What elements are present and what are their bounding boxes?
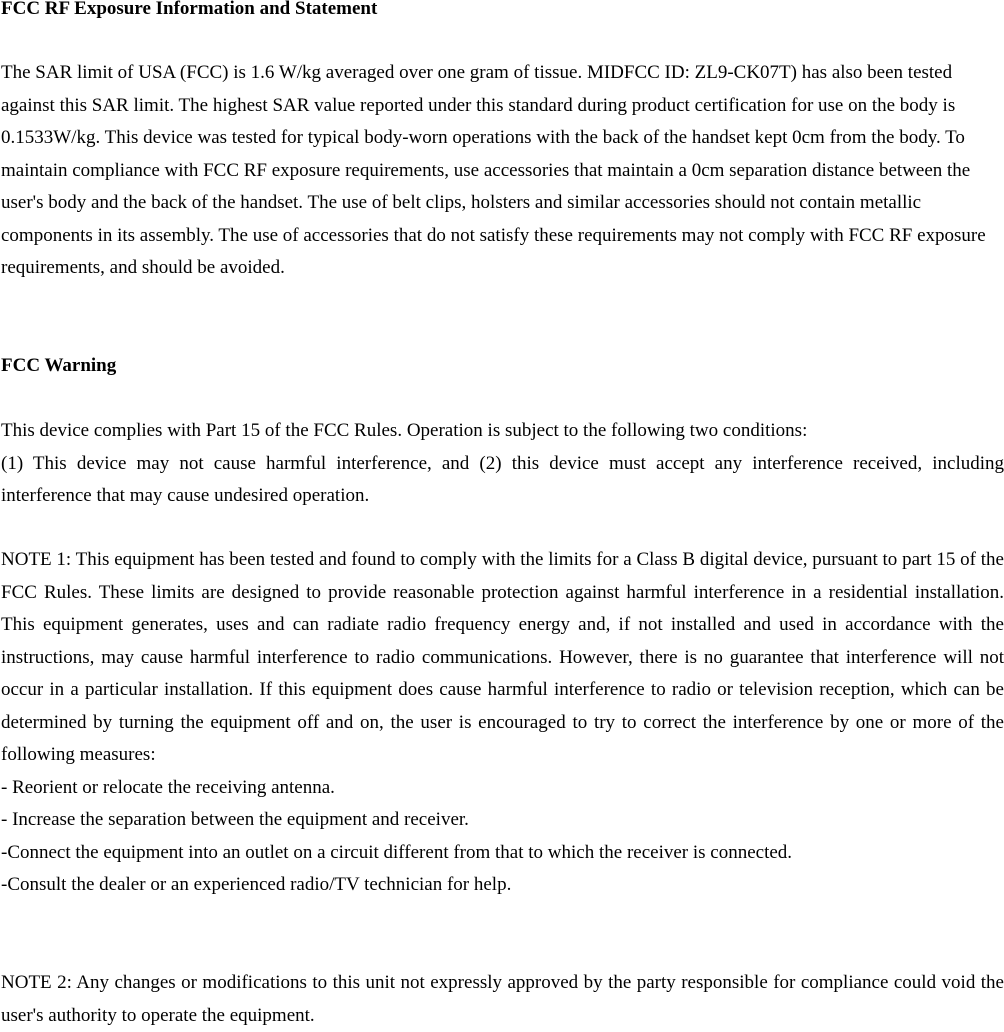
note1-body (1, 544, 1004, 902)
measure-item: -Consult the dealer or an experienced radio/TV technician for help. (1, 874, 512, 895)
warning-conditions: (1) This device may not cause harmful interference, and (2) this device must accept any interference received, including interference that may cause undesired operation. (1, 452, 1004, 506)
measure-item: - Reorient or relocate the receiving antenna. (1, 776, 335, 798)
note1-text: NOTE 1: This equipment has been tested and found to comply with the limits for a Class B digital device, pursuant to part 15 of the FCC Rules. These limits are designed to provide reasonable protection against harmful interference in a residential installation. This equipment generates, uses and can radiate radio frequency energy and, if not installed and used in accordance with the instructions, may cause harmful interference to radio communications. However, there is no guarantee that interference will not occur in a particular installation. If this equipment does cause harmful interference to radio or television reception, which can be determined by turning the equipment off and on, the user is encouraged to try to correct the interference by one or more of the following measures: (1, 549, 1004, 765)
warning-intro: This device complies with Part 15 of the FCC Rules. Operation is subject to the following two conditions: (1, 420, 808, 441)
fcc-warning-heading: FCC Warning (1, 355, 117, 376)
warning-body (1, 415, 1004, 513)
sar-paragraph: The SAR limit of USA (FCC) is 1.6 W/kg averaged over one gram of tissue. MIDFCC ID: ZL9-CK07T) has also been tested against this SAR limit. The highest SAR value reported under this standard during product certification for use on the body is 0.1533W/kg. This device was tested for typical body-worn operations with the back of the handset kept 0cm from the body. To maintain compliance with FCC RF exposure requirements, use accessories that maintain a 0cm separation distance between the user's body and the back of the handset. The use of belt clips, holsters and similar accessories should not contain metallic components in its assembly. The use of accessories that do not satisfy these requirements may not comply with FCC RF exposure requirements, and should be avoided. (1, 62, 986, 278)
measure-item: -Connect the equipment into an outlet on a circuit different from that to which the receiver is connected. (1, 841, 793, 863)
note2-text: NOTE 2: Any changes or modifications to this unit not expressly approved by the party responsible for compliance could void the user's authority to operate the equipment. (1, 972, 1004, 1026)
rf-exposure-heading: FCC RF Exposure Information and Statement (1, 0, 378, 19)
measure-item: - Increase the separation between the equipment and receiver. (1, 809, 469, 830)
